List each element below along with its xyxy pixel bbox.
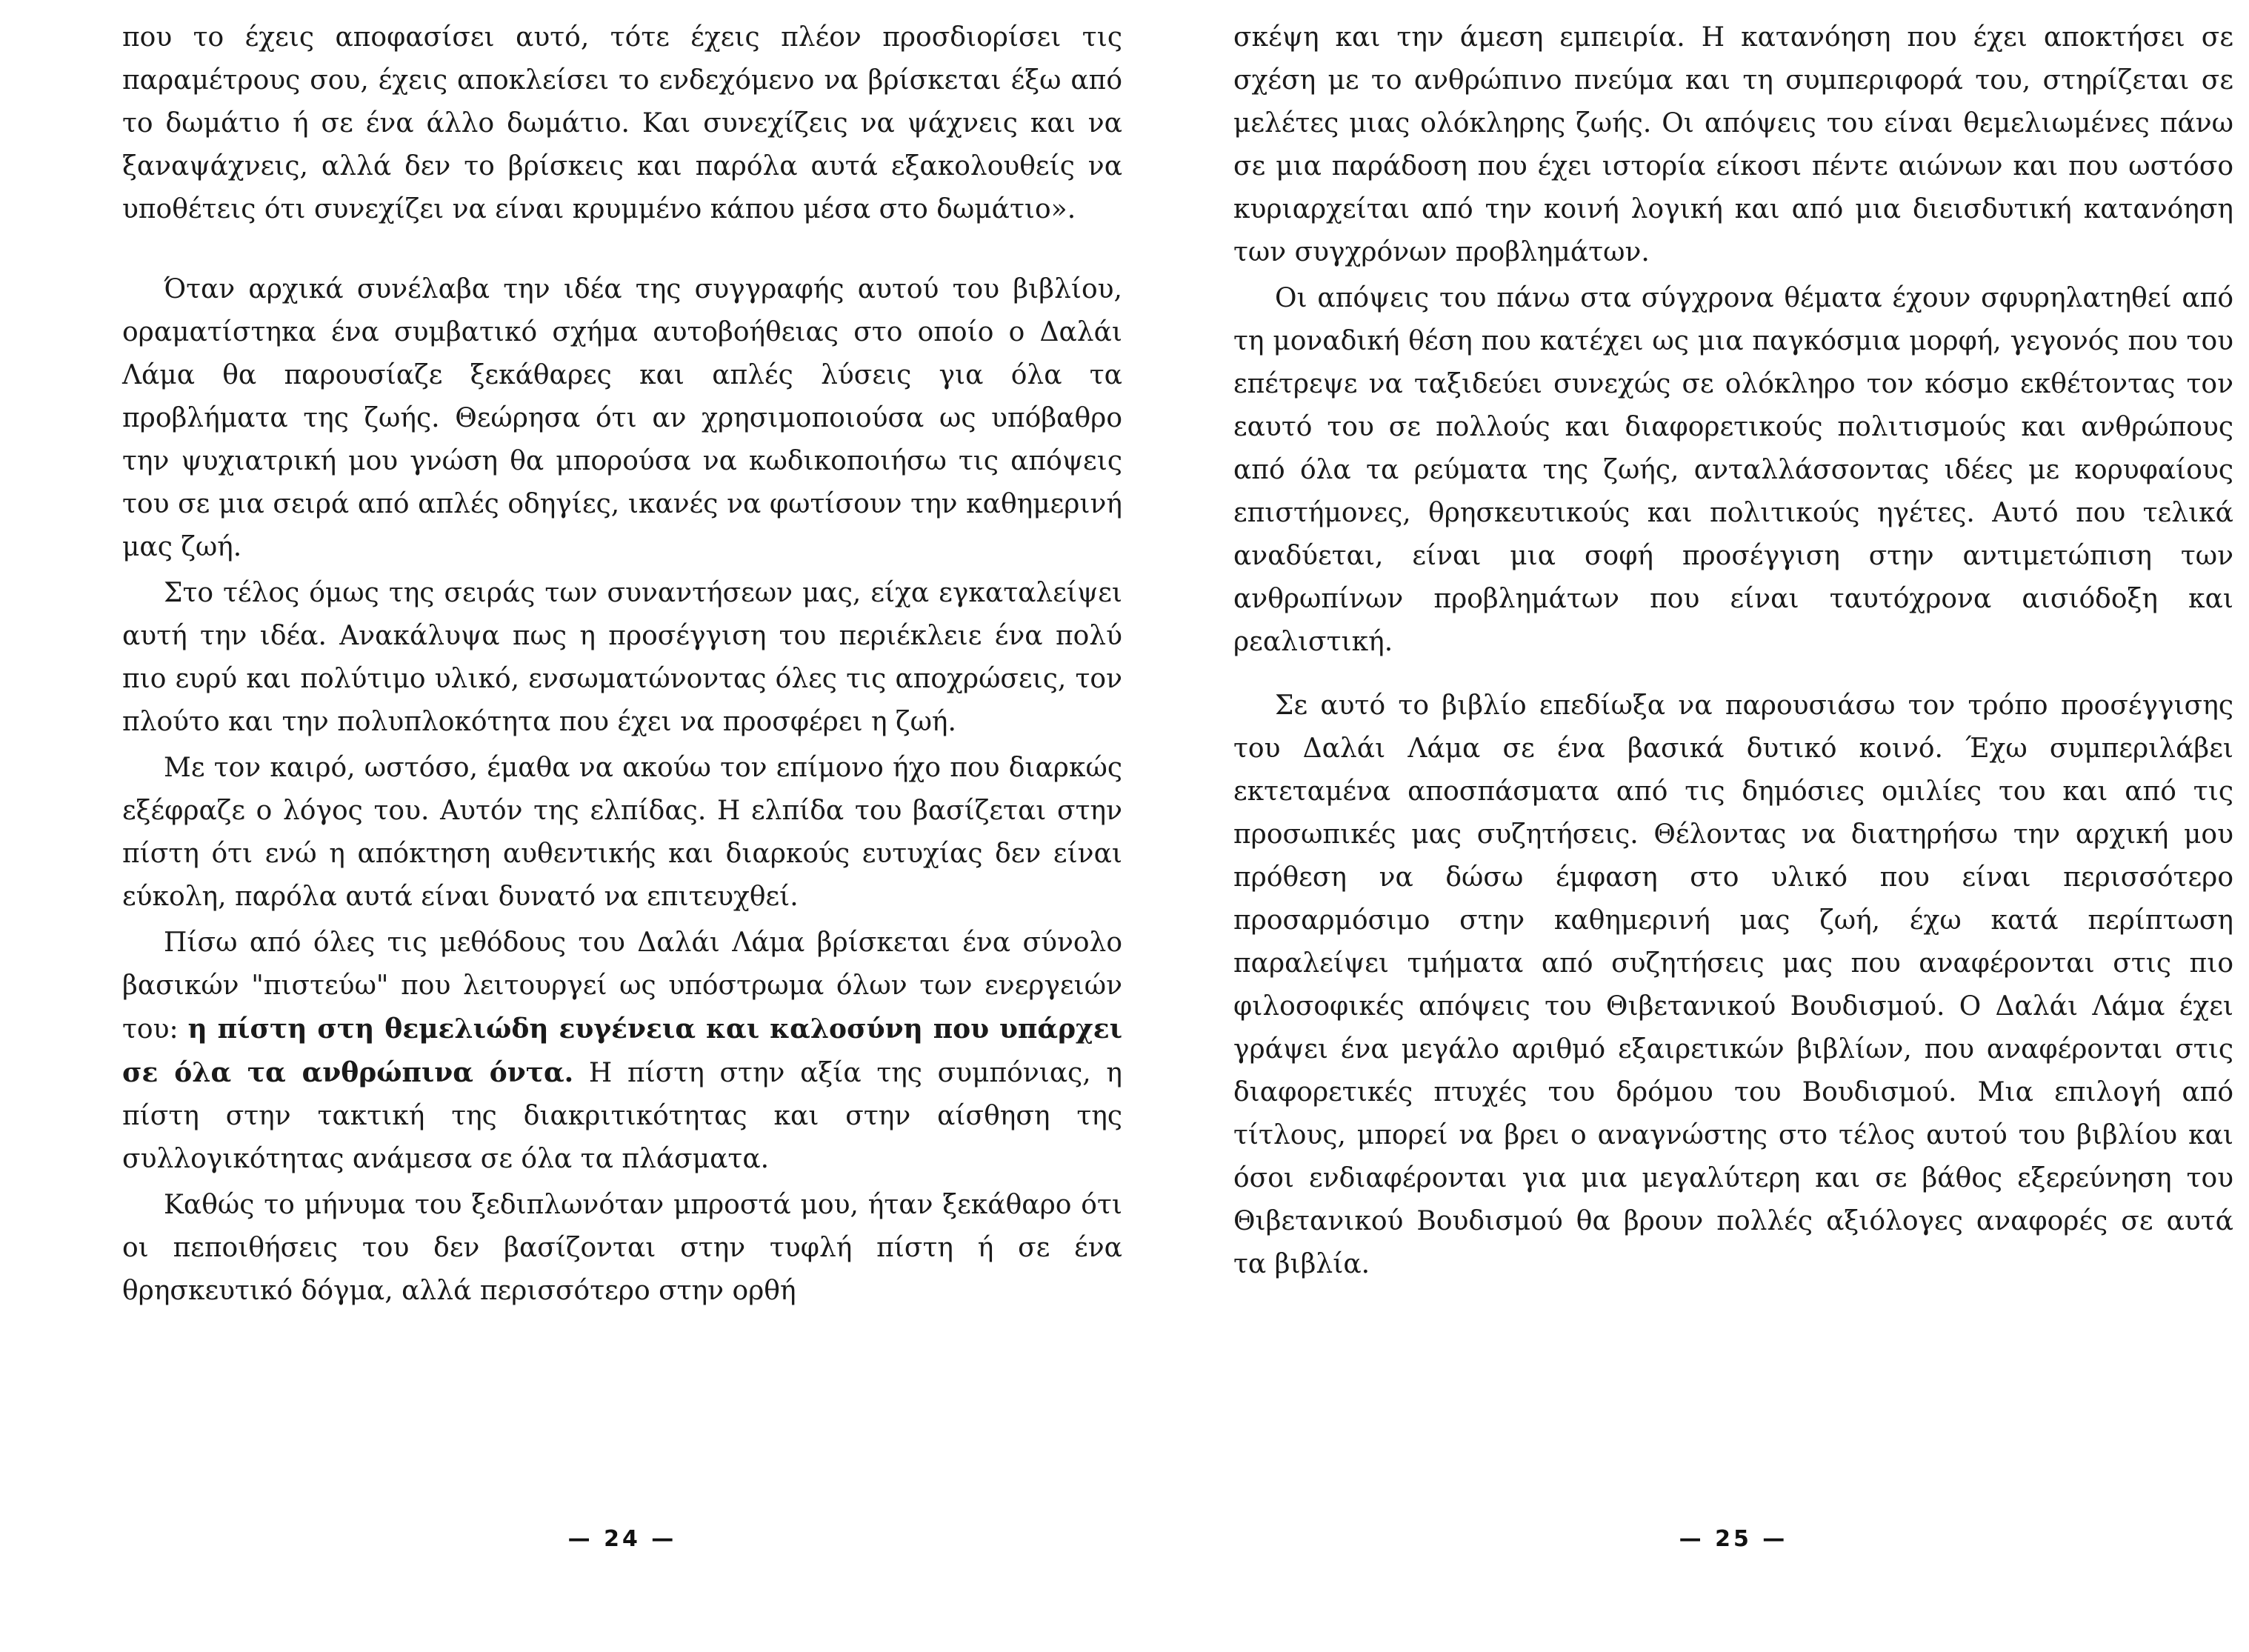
paragraph: Όταν αρχικά συνέλαβα την ιδέα της συγγραφής αυτού του βιβλίου, οραματίστηκα ένα συμβατικό σχήμα αυτοβοήθειας στο οποίο ο Δαλάι Λάμα θα παρουσίαζε ξεκάθαρες και απλές λύσεις για όλα τα προβλήματα της ζωής. Θεώρησα ότι αν χρησιμοποιούσα ως υπόβαθρο την ψυχιατρική μου γνώση θα μπορούσα να κωδικοποιήσω τις απόψεις του σε μια σειρά από απλές οδηγίες, ικανές να φωτίσουν την καθημερινή μας ζωή. bbox=[122, 274, 1122, 562]
paragraph: Στο τέλος όμως της σειράς των συναντήσεων μας, είχα εγκαταλείψει αυτή την ιδέα. Ανακάλυψα πως η προσέγγιση του περιέκλειε ένα πολύ πιο ευρύ και πολύτιμο υλικό, ενσωματώνοντας όλες τις αποχρώσεις, τον πλούτο και την πολυπλοκότητα που έχει να προσφέρει η ζωή. bbox=[122, 578, 1122, 737]
paragraph: Οι απόψεις του πάνω στα σύγχρονα θέματα έχουν σφυρηλατηθεί από τη μοναδική θέση που κατέχει ως μια παγκόσμια μορφή, γεγονός που του επέτρεψε να ταξιδεύει συνεχώς σε ολόκληρο τον κόσμο εκθέτοντας τον εαυτό του σε πολλούς και διαφορετικούς πολιτισμούς και ανθρώπους από όλα τα ρεύματα της ζωής, ανταλλάσσοντας ιδέες με κορυφαίους επιστήμονες, θρησκευτικούς και πολιτικούς ηγέτες. Αυτό που τελικά αναδύεται, είναι μια σοφή προσέγγιση στην αντιμετώπιση των ανθρωπίνων προβλημάτων που είναι ταυτόχρονα αισιόδοξη και ρεαλιστική. bbox=[1233, 283, 2233, 657]
bold-emphasis: η πίστη στη θεμελιώδη ευγένεια και καλοσύνη που υπάρχει σε όλα τα ανθρώπινα όντα. bbox=[122, 1013, 1123, 1088]
paragraph bbox=[122, 922, 1122, 1181]
right-page-text bbox=[1233, 16, 2233, 1286]
right-page bbox=[1233, 0, 2233, 1652]
page-number: — 24 — bbox=[567, 1526, 677, 1552]
paragraph: που το έχεις αποφασίσει αυτό, τότε έχεις πλέον προσδιορίσει τις παραμέτρους σου, έχεις αποκλείσει το ενδεχόμενο να βρίσκεται έξω από το δωμάτιο ή σε ένα άλλο δωμάτιο. Και συνεχίζεις να ψάχνεις και να ξαναψάχνεις, αλλά δεν το βρίσκεις και παρόλα αυτά εξακολουθείς να υποθέτεις ότι συνεχίζει να είναι κρυμμένο κάπου μέσα στο δωμάτιο». bbox=[122, 22, 1122, 224]
paragraph: σκέψη και την άμεση εμπειρία. Η κατανόηση που έχει αποκτήσει σε σχέση με το ανθρώπινο πνεύμα και τη συμπεριφορά του, στηρίζεται σε μελέτες μιας ολόκληρης ζωής. Οι απόψεις του είναι θεμελιωμένες πάνω σε μια παράδοση που έχει ιστορία είκοσι πέντε αιώνων και που ωστόσο κυριαρχείται από την κοινή λογική και από μια διεισδυτική κατανόηση των συγχρόνων προβλημάτων. bbox=[1233, 22, 2233, 267]
left-page bbox=[122, 0, 1122, 1652]
paragraph-text: Η πίστη στην αξία της συμπόνιας, η πίστη στην τακτική της διακριτικότητας και στην αίσθηση της συλλογικότητας ανάμεσα σε όλα τα πλάσματα. bbox=[122, 1058, 1122, 1174]
left-page-text bbox=[122, 16, 1122, 1313]
paragraph: Καθώς το μήνυμα του ξεδιπλωνόταν μπροστά μου, ήταν ξεκάθαρο ότι οι πεποιθήσεις του δεν βασίζονται στην τυφλή πίστη ή σε ένα θρησκευτικό δόγμα, αλλά περισσότερο στην ορθή bbox=[122, 1190, 1122, 1306]
paragraph: Σε αυτό το βιβλίο επεδίωξα να παρουσιάσω τον τρόπο προσέγγισης του Δαλάι Λάμα σε ένα βασικά δυτικό κοινό. Έχω συμπεριλάβει εκτεταμένα αποσπάσματα από τις δημόσιες ομιλίες του και από τις προσωπικές μας συζητήσεις. Θέλοντας να διατηρήσω την αρχική μου πρόθεση να δώσω έμφαση στο υλικό που είναι περισσότερο προσαρμόσιμο στην καθημερινή μας ζωή, έχω κατά περίπτωση παραλείψει τμήματα από συζητήσεις μας που αναφέρονται στις πιο φιλοσοφικές απόψεις του Θιβετανικού Βουδισμού. Ο Δαλάι Λάμα έχει γράψει ένα μεγάλο αριθμό εξαιρετικών βιβλίων, που αναφέρονται στις διαφορετικές πτυχές του δρόμου του Βουδισμού. Μια επιλογή από τίτλους, μπορεί να βρει ο αναγνώστης στο τέλος αυτού του βιβλίου και όσοι ενδιαφέρονται για μια μεγαλύτερη και σε βάθος εξερεύνηση του Θιβετανικού Βουδισμού θα βρουν πολλές αξιόλογες αναφορές σε αυτά τα βιβλία. bbox=[1233, 690, 2233, 1279]
page-number: — 25 — bbox=[1679, 1526, 1788, 1552]
paragraph-text: Πίσω από όλες τις μεθόδους του Δαλάι Λάμα βρίσκεται ένα σύνολο βασικών "πιστεύω" που λειτουργεί ως υπόστρωμα όλων των ενεργειών του: bbox=[122, 927, 1122, 1045]
paragraph: Με τον καιρό, ωστόσο, έμαθα να ακούω τον επίμονο ήχο που διαρκώς εξέφραζε ο λόγος του. Αυτόν της ελπίδας. Η ελπίδα του βασίζεται στην πίστη ότι ενώ η απόκτηση αυθεντικής και διαρκούς ευτυχίας δεν είναι εύκολη, παρόλα αυτά είναι δυνατό να επιτευχθεί. bbox=[122, 753, 1122, 912]
